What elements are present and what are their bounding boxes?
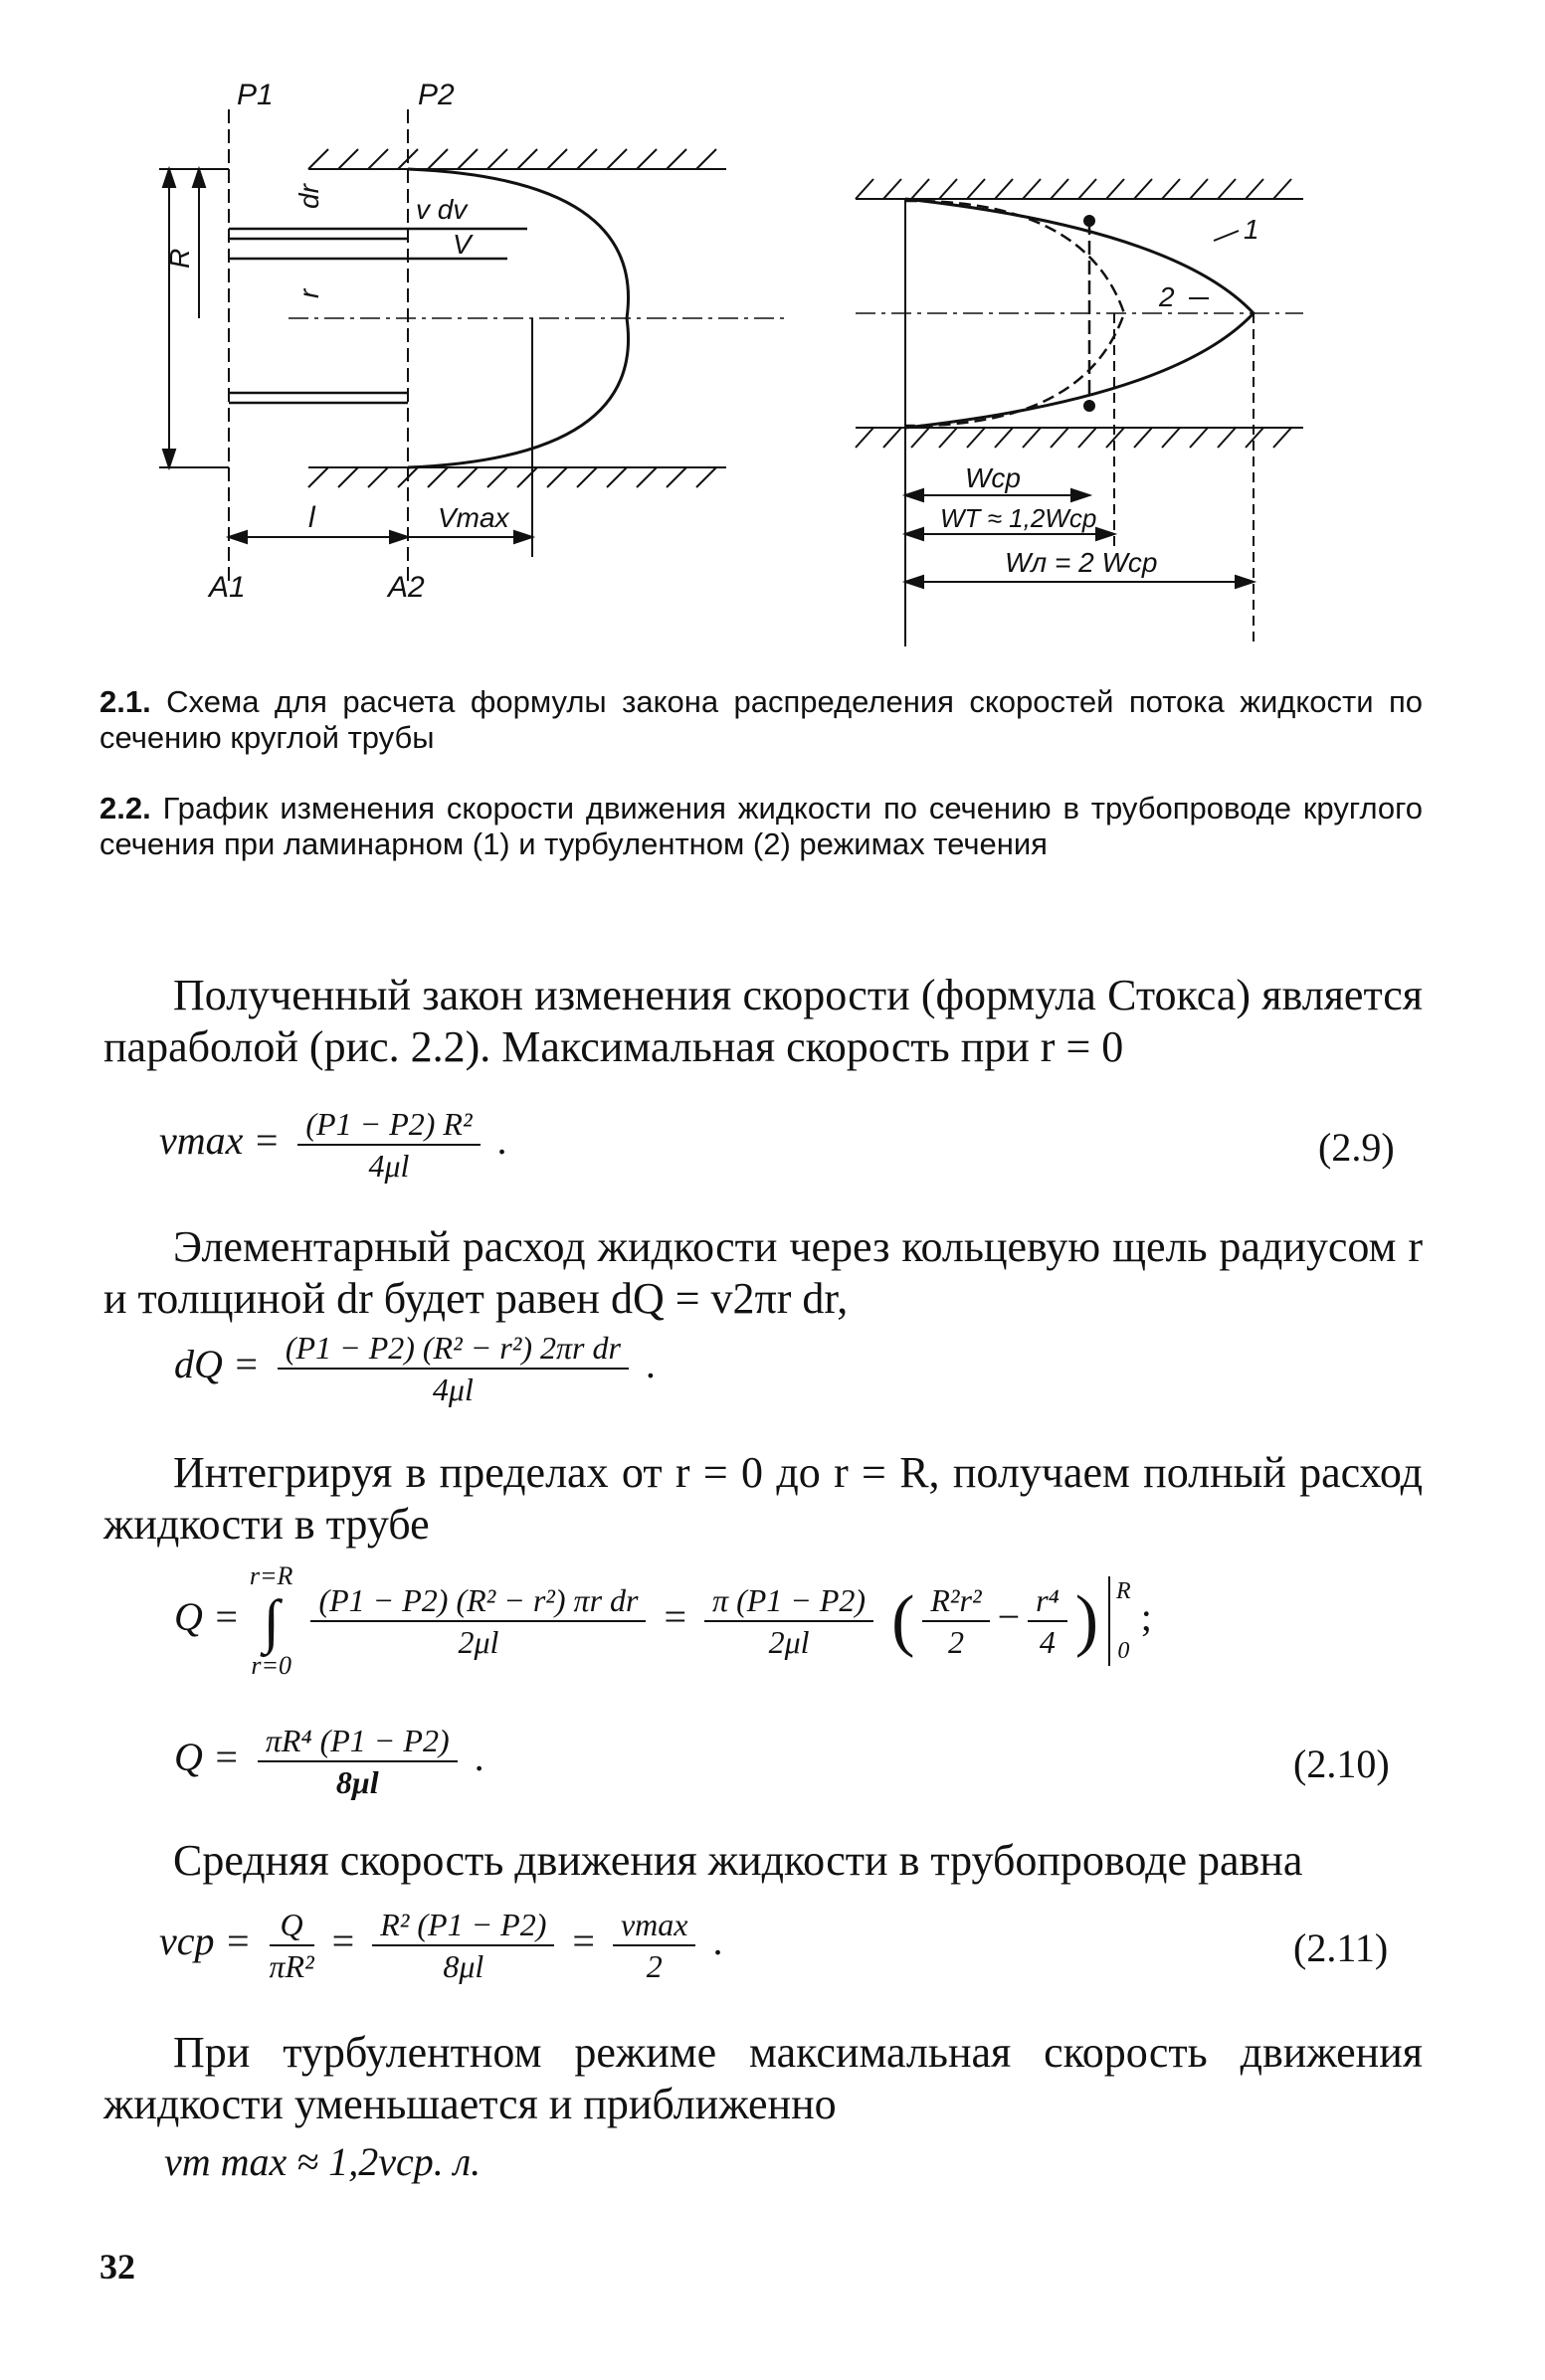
equation-number-2-9: (2.9) [1318,1125,1395,1170]
equation-2-10: Q = $\frac{\text{πR⁴ (P1 − P2)}}{8\mu l}$ . [174,1723,485,1800]
label-l: l [308,501,315,534]
label-dr: dr [293,184,324,209]
label-a1: A1 [209,571,246,604]
dimension-d [159,169,229,467]
caption-2-2-number: 2.2. [99,791,151,825]
equation-number-2-10: (2.10) [1293,1741,1390,1786]
eqdq-den: 4μl [432,1372,474,1407]
paragraph-2: Элементарный расход жидкости через кольцевую щель радиусом r и толщиной dr будет равен dQ = v2πr dr, [103,1222,1423,1323]
label-p1: P1 [237,79,274,111]
caption-2-1-number: 2.1. [99,684,151,719]
label-a2: A2 [388,571,425,604]
label-p2: P2 [418,79,455,111]
paragraph-3: Интегрируя в пределах от r = 0 до r = R, получаем полный расход жидкости в трубе [103,1448,1423,1549]
eq29-lhs: vmax = [159,1118,281,1164]
dim-arrows [905,231,1254,588]
caption-2-2-text: График изменения скорости движения жидкости по сечению в трубопроводе круглого сечения при ламинарном (1) и турбулентном (2) режимах течения [99,791,1423,861]
paragraph-1: Полученный закон изменения скорости (формула Стокса) является параболой (рис. 2.2). Максимальная скорость при r = 0 [103,971,1423,1071]
label-curve2: 2 [1159,281,1175,312]
intersect-bottom [1083,400,1095,412]
label-V: V [453,229,472,260]
label-v-dv: v dv [416,194,468,225]
caption-2-2 [99,791,1423,862]
label-r: r [293,288,324,298]
eq29-den: 4μl [368,1148,410,1184]
intersect-top [1083,215,1095,227]
label-wcp: Wcp [965,462,1021,493]
equation-integral: Q = r=R ∫ r=0 $\frac{\text{(P1 − P2) (R² − r²) πr dr}}{2\mu l}$ = $\frac{\pi (P1 - P2)}{2\mu l}$ ( $\frac{\text{R²r²}}{2}$ − $\frac{\text{r⁴}}{4}$ ) R 0 ; [174,1561,1152,1680]
eq29-num: (P1 − P2) R² [297,1104,480,1146]
equation-final: vт max ≈ 1,2vср. л. [164,2139,482,2184]
page-number: 32 [99,2247,135,2287]
bottom-wall [308,467,726,487]
paragraph-4: Средняя скорость движения жидкости в трубопроводе равна [173,1836,1303,1885]
label-vmax: Vmax [438,502,509,533]
label-curve1: 1 [1244,214,1259,245]
bottom-wall-2 [856,428,1303,448]
caption-2-1-text: Схема для расчета формулы закона распределения скоростей потока жидкости по сечению круглой трубы [99,684,1423,755]
top-wall-2 [856,179,1303,199]
figure-2-1 [164,70,826,627]
fluid-cylinder [229,229,527,403]
label-wt: WT ≈ 1,2Wcp [940,503,1097,533]
top-wall [308,149,726,169]
equation-2-11: vср = $\frac{Q}{\text{πR²}}$ = $\frac{\text{R² (P1 − P2)}}{8\mu l}$ = $\frac{vmax}{2}$ . [159,1907,724,1984]
equation-number-2-11: (2.11) [1293,1925,1389,1970]
label-R: R [164,248,195,269]
paragraph-5: При турбулентном режиме максимальная скорость движения жидкости уменьшается и приближенно [103,2028,1423,2128]
equation-2-9: vmax = $\frac{\text{(P1 − P2) R²}}{4\mu l}$ . [159,1106,508,1184]
caption-2-1 [99,684,1423,756]
equation-dq: dQ = $\frac{\text{(P1 − P2) (R² − r²) 2πr dr}}{4\mu l}$ . [174,1330,657,1407]
eqdq-num: (P1 − P2) (R² − r²) 2πr dr [278,1328,629,1370]
label-wl: Wл = 2 Wcp [1005,547,1158,578]
figure-2-2 [846,159,1313,656]
